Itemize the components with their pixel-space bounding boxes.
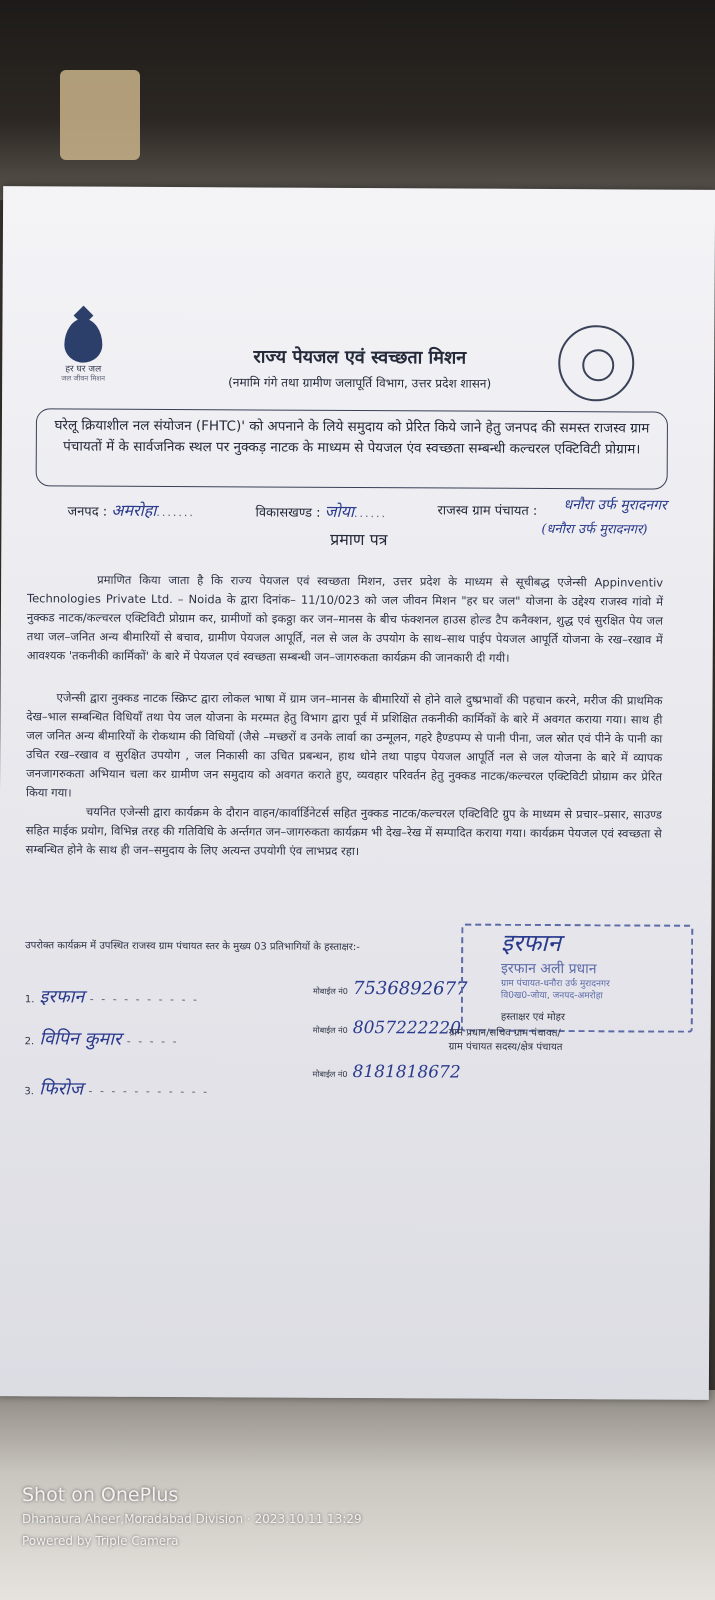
participant-row-3: 3. फिरोज - - - - - - - - - - -: [24, 1078, 210, 1100]
seal-label: हस्ताक्षर एवं मोहर: [500, 1011, 566, 1024]
pedal: [60, 70, 140, 160]
role-line-1: ग्राम प्रधान/सचिव ग्राम पंचायत/: [448, 1027, 561, 1040]
district-field: जनपद : अमरोहा.......: [67, 500, 195, 520]
document-title: राज्य पेयजल एवं स्वच्छता मिशन: [253, 346, 467, 369]
stamp-signature: इरफान: [501, 928, 561, 958]
block-field: विकासखण्ड : जोया......: [255, 501, 388, 521]
block-label: विकासखण्ड :: [255, 505, 321, 521]
program-notice-box: घरेलू क्रियाशील नल संयोजन (FHTC)' को अपनाने के लिये समुदाय को प्रेरित किये जाने हेतु जनपद की समस्त राजस्व ग्राम पंचायतों में के सार्वजनिक स्थल पर नुक्कड़ नाटक के माध्यम से पेयजल एंव स्वच्छता सम्बन्धी कल्चरल एक्टिविटी प्रोग्राम।: [36, 408, 668, 489]
participant-number: 3: [24, 1086, 31, 1098]
stamp-line-1: ग्राम पंचायत-धनौरा उर्फ मुरादनगर: [500, 978, 610, 990]
pradhan-stamp: [461, 924, 694, 1033]
paragraph-3: चयनित एजेन्सी द्वारा कार्यक्रम के दौरान वाहन/कार्वार्डिनेटर्स सहित नुक्कड नाटक/कल्चरल एक्टिविटि ग्रुप के माध्यम से प्रचार–प्रसार, साउण्ड सहित माईक प्रयोग, विभिन्न तरह की गतिविधि के अर्न्तगत जन–जागरुकता कार्यक्रम भी देख–रेख में सम्पादित कराया गया। कार्यक्रम पेयजल एवं स्वच्छता से सम्बन्धित होने के साथ ही जन–समुदाय के लिए अत्यन्त उपयोगी एंव लाभप्रद रहा।: [25, 804, 662, 859]
logo-text: हर घर जल: [65, 364, 102, 375]
mobile-number: 8181818672: [352, 1061, 461, 1083]
participant-signature: विपिन कुमार: [39, 1028, 122, 1050]
certificate-heading: प्रमाण पत्र: [330, 529, 388, 550]
watermark-location: Dhanaura Aheer,Moradabad Division · 2023.10.11 13:29: [22, 1512, 362, 1526]
car-interior-background: [0, 0, 715, 200]
block-value: जोया: [324, 501, 355, 521]
participant-signature: इरफान: [39, 986, 85, 1008]
participant-signature: फिरोज: [39, 1078, 84, 1100]
panchayat-value: धनौरा उर्फ मुरादनगर: [563, 497, 667, 514]
mobile-number: 8057222220: [352, 1017, 462, 1039]
watermark-title: Shot on OnePlus: [22, 1484, 179, 1506]
district-label: जनपद :: [67, 504, 108, 520]
mobile-number: 7536892677: [352, 977, 468, 1000]
participant-number: 1: [24, 994, 32, 1006]
document-subtitle: (नमामि गंगे तथा ग्रामीण जलापूर्ति विभाग, उत्तर प्रदेश शासन): [228, 375, 492, 391]
participant-row-2: 2. विपिन कुमार - - - - -: [24, 1028, 179, 1050]
signature-intro: उपरोक्त कार्यक्रम में उपस्थित राजस्व ग्राम पंचायत स्तर के मुख्य 03 प्रतिभागियों के हस्ताक्षर:-: [25, 940, 360, 954]
participant-mobile-2: [313, 1018, 461, 1039]
participant-row-1: 1. इरफान - - - - - - - - - -: [24, 986, 200, 1008]
district-value: अमरोहा: [111, 500, 157, 520]
role-line-2: ग्राम पंचायत सदस्य/क्षेत्र पंचायत: [448, 1041, 563, 1054]
panchayat-label: राजस्व ग्राम पंचायत :: [437, 503, 538, 519]
paragraph-2: एजेन्सी द्वारा नुक्कड नाटक स्क्रिप्ट द्वारा लोकल भाषा में ग्राम जन–मानस के बीमारियों से होने वाले दुष्प्रभावों की पहचान करने, मरीज की प्राथमिक देख–भाल सम्बन्धित विधियाँ तथा पेय जल योजना के मरम्मत हेतु विभाग द्वारा पूर्व में प्रशिक्षित तकनीकी कार्मिकों के बारे में अवगत कराया गया। साथ ही जल जनित अन्य बीमारियों के रोकथाम की विधियों (जैसे –मच्छरों व उनके लार्वा का उन्मूलन, गहरे हैण्डपम्प से पानी पीना, जल स्रोत एवं पीने के पानी का उचित रख–रखाव व सुरक्षित उपयोग , जल निकासी का उचित प्रबन्धन, हाथ धोने तथा पाइप पेयजल आपूर्ति नल से जल योजना के बारे में व्यापक जनजागरुकता अभियान चला कर ग्रामीण जन समुदाय को अवगत कराते हुए, व्यवहार परिवर्तन हेतु नुक्कड नाटक/कल्चरल एक्टिविटी प्रोग्राम कर प्रेरित किया गया।: [25, 690, 663, 800]
mobile-label: मोबाईल नं0: [312, 1025, 348, 1035]
mobile-label: मोबाईल नं0: [312, 986, 348, 996]
panchayat-value-2: (धनौरा उर्फ मुरादनगर): [541, 521, 648, 538]
paragraph-1: प्रमाणित किया जाता है कि राज्य पेयजल एवं स्वच्छता मिशन, उत्तर प्रदेश के माध्यम से सूचीबद्ध एजेन्सी Appinventiv Technologies Private Ltd. – Noida के द्वारा दिनांक– 11/10/023 को जल जीवन मिशन "हर घर जल" योजना के उद्देश्य राजस्व गांवो में नुक्कड नाटक/कल्चरल एक्टिविटी प्रोग्राम कर, ग्रामीणों को इकठ्ठा कर जन–मानस के बीच फंक्शनल हाउस होल्ड टैप कनैक्शन, शुद्ध एवं सुरक्षित पेय जल तथा जल–जनित अन्य बीमारियों से बचाव, ग्रामीण पेयजल आपूर्ति, नल से जल के उपयोग के साथ–साथ पाईप पेयजल आपूर्ति योजना के रख–रखाव में आवश्यक 'तकनीकी कार्मिकों' के बारे में पेयजल एवं स्वच्छता सम्बन्धी जन–जागरुकता कार्यक्रम की जानकारी दी गयी।: [26, 572, 664, 665]
logo-subtext: जल जीवन मिशन: [61, 374, 106, 383]
stamp-name: इरफान अली प्रधान: [501, 960, 597, 978]
certificate-document: [0, 186, 715, 1400]
stamp-line-2: वि0ख0-जोया, जनपद-अमरोहा: [500, 990, 603, 1002]
watermark-camera: Powered by Triple Camera: [22, 1534, 179, 1548]
panchayat-field: [437, 500, 537, 519]
participant-mobile-1: [313, 978, 468, 1000]
mobile-label: मोबाईल नं0: [312, 1069, 348, 1079]
participant-number: 2: [24, 1036, 32, 1048]
participant-mobile-3: [312, 1062, 460, 1083]
